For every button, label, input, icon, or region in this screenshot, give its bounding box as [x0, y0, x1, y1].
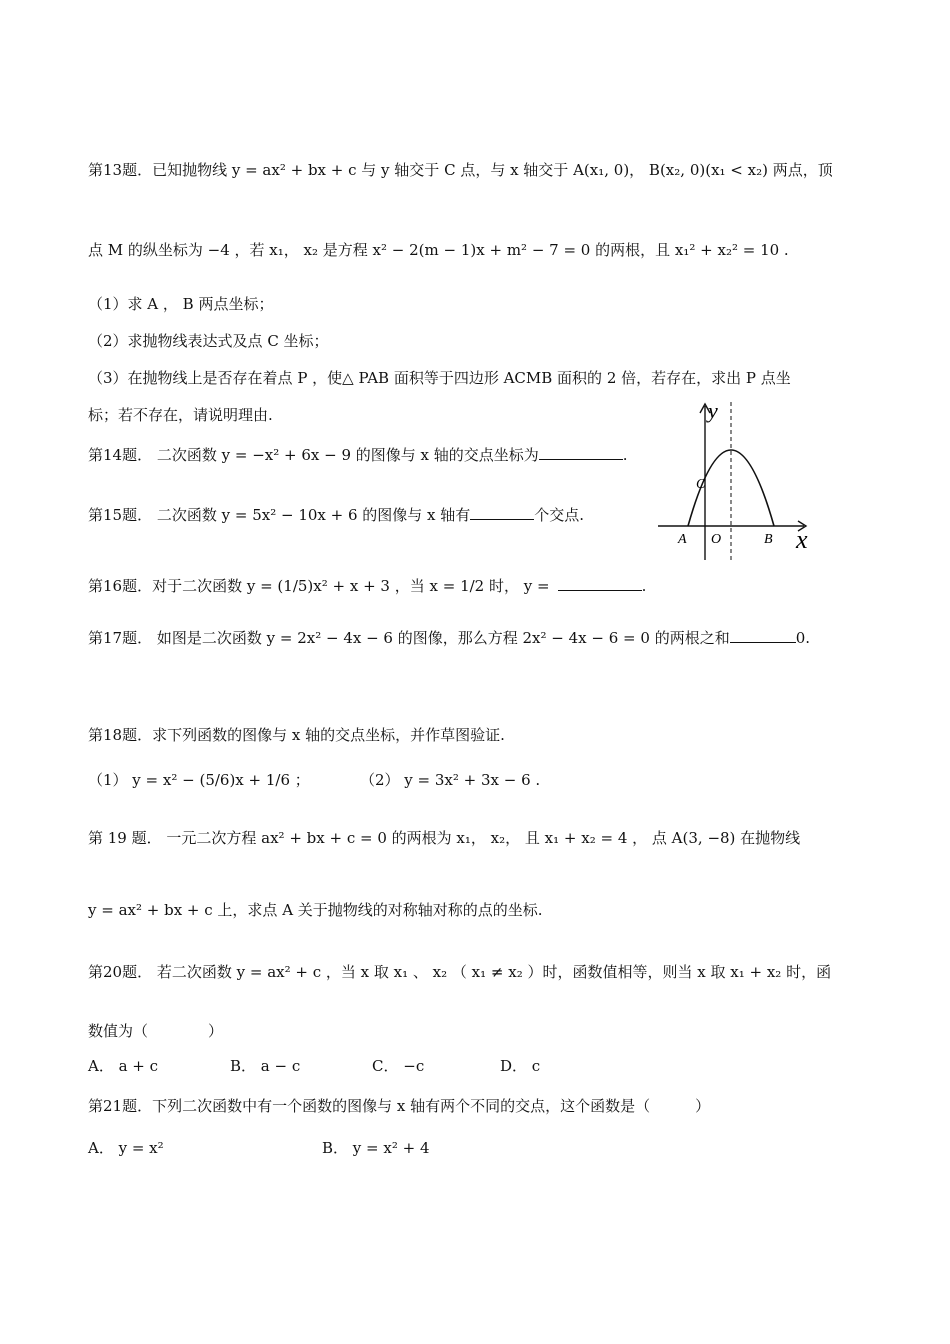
y-axis-label: y: [708, 398, 718, 423]
q20-line1: 第20题． 若二次函数 y = ax² + c ，当 x 取 x₁ 、 x₂ （ x₁ ≠ x₂ ）时，函数值相等，则当 x 取 x₁ + x₂ 时，函: [88, 963, 832, 981]
q13-part3b: 标；若不存在，请说明理由.: [88, 406, 273, 424]
x-axis-label: x: [796, 525, 808, 554]
q14-text: 第14题． 二次函数 y = −x² + 6x − 9 的图像与 x 轴的交点坐标为: [88, 446, 539, 464]
q17-text: 第17题． 如图是二次函数 y = 2x² − 4x − 6 的图像，那么方程 2x² − 4x − 6 = 0 的两根之和: [88, 629, 730, 647]
parabola-figure: [656, 398, 816, 568]
q16-answer-blank[interactable]: [558, 576, 642, 591]
q17: [88, 628, 810, 648]
q21-option-a[interactable]: A． y = x²: [88, 1139, 164, 1157]
q20-line2: 数值为（ ）: [88, 1022, 224, 1040]
q13-part3a: （3）在抛物线上是否存在着点 P ，使△ PAB 面积等于四边形 ACMB 面积的 2 倍，若存在，求出 P 点坐: [88, 369, 791, 387]
point-a-label: A: [678, 532, 687, 547]
point-c-label: C: [696, 477, 706, 492]
q14: [88, 445, 628, 465]
q16: [88, 576, 646, 596]
q15: [88, 505, 584, 525]
q20-option-a[interactable]: A． a + c: [88, 1057, 159, 1075]
q20-option-c[interactable]: C． −c: [372, 1057, 425, 1075]
q15-text: 第15题． 二次函数 y = 5x² − 10x + 6 的图像与 x 轴有: [88, 506, 471, 524]
q13-line2: 点 M 的纵坐标为 −4 ，若 x₁， x₂ 是方程 x² − 2(m − 1)x + m² − 7 = 0 的两根，且 x₁² + x₂² = 10 .: [88, 241, 789, 259]
q21-text: 第21题．下列二次函数中有一个函数的图像与 x 轴有两个不同的交点，这个函数是（ ）: [88, 1097, 711, 1115]
q20-option-b[interactable]: B． a − c: [230, 1057, 301, 1075]
q14-answer-blank[interactable]: [539, 445, 623, 460]
point-b-label: B: [764, 532, 773, 547]
q15-end: 个交点.: [534, 506, 585, 524]
q18-part2: （2） y = 3x² + 3x − 6 .: [360, 771, 541, 789]
q20-option-d[interactable]: D． c: [500, 1057, 541, 1075]
origin-label: O: [711, 532, 722, 547]
q18-text: 第18题．求下列函数的图像与 x 轴的交点坐标，并作草图验证.: [88, 726, 505, 744]
q16-end: .: [641, 577, 647, 595]
q19-line2: y = ax² + bx + c 上，求点 A 关于抛物线的对称轴对称的点的坐标.: [88, 901, 543, 919]
q14-end: .: [622, 446, 628, 464]
q17-answer-blank[interactable]: [730, 628, 796, 643]
q13-part2: （2）求抛物线表达式及点 C 坐标；: [88, 332, 329, 350]
q17-end: 0.: [795, 629, 811, 647]
q18-part1: （1） y = x² − (5/6)x + 1/6 ；: [88, 771, 310, 789]
q19-line1: 第 19 题． 一元二次方程 ax² + bx + c = 0 的两根为 x₁， x₂， 且 x₁ + x₂ = 4 ， 点 A(3, −8) 在抛物线: [88, 829, 801, 847]
q15-answer-blank[interactable]: [470, 505, 534, 520]
q13-part1: （1）求 A ， B 两点坐标；: [88, 295, 274, 313]
q21-option-b[interactable]: B． y = x² + 4: [322, 1139, 430, 1157]
parabola-svg: [656, 398, 816, 568]
q13-line1: 第13题．已知抛物线 y = ax² + bx + c 与 y 轴交于 C 点，与 x 轴交于 A(x₁, 0)， B(x₂, 0)(x₁ < x₂) 两点，顶: [88, 161, 833, 179]
q16-text: 第16题．对于二次函数 y = (1/5)x² + x + 3 ，当 x = 1/2 时， y =: [88, 577, 550, 595]
